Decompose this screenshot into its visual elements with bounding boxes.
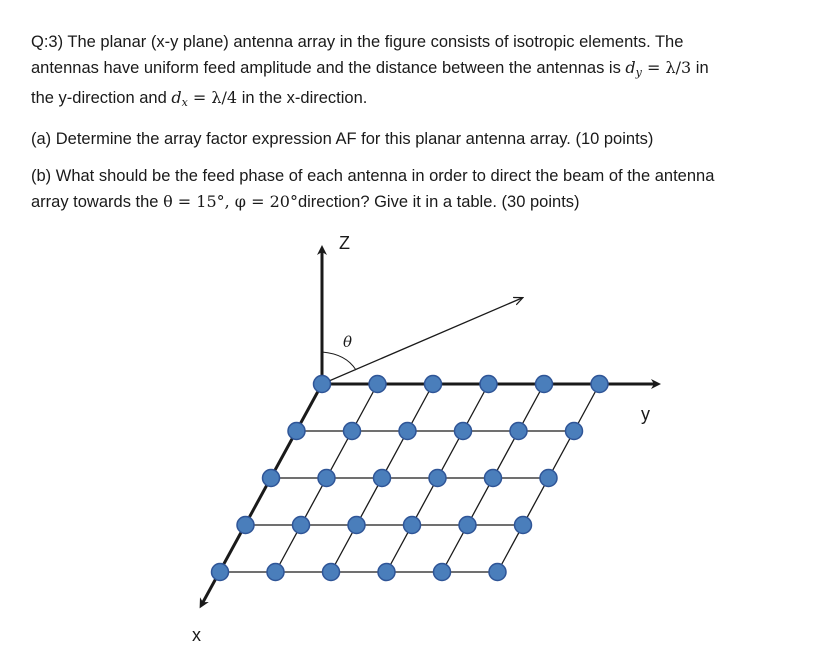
dx-symbol: $d_x$: [171, 88, 188, 109]
antenna-element: [399, 423, 416, 440]
part-b-line-1: (b) What should be the feed phase of each antenna in order to direct the beam of the antenna: [31, 167, 715, 185]
dy-value: = λ/3: [641, 58, 692, 77]
intro-line-3-pre: the y-direction and: [31, 89, 172, 107]
intro-line-2-post: in: [691, 59, 709, 77]
part-b-post: direction? Give it in a table. (30 points): [297, 193, 580, 211]
antenna-element: [455, 423, 472, 440]
part-b-pre: array towards the: [31, 193, 164, 211]
antenna-element: [369, 376, 386, 393]
dy-symbol: $d_y$: [625, 58, 642, 79]
antenna-element: [267, 564, 284, 581]
antenna-element: [515, 517, 532, 534]
part-a: (a) Determine the array factor expression AF for this planar antenna array. (10 points): [31, 130, 654, 148]
antenna-element: [323, 564, 340, 581]
y-axis-label: y: [641, 404, 650, 424]
antenna-element: [485, 470, 502, 487]
x-axis-label: x: [192, 625, 201, 645]
antenna-element: [293, 517, 310, 534]
antenna-element: [459, 517, 476, 534]
intro-line-1: Q:3) The planar (x-y plane) antenna array in the figure consists of isotropic elements. The: [31, 33, 684, 51]
dx-value: = λ/4: [187, 88, 238, 107]
antenna-element: [434, 564, 451, 581]
antenna-element: [566, 423, 583, 440]
antenna-element: [348, 517, 365, 534]
antenna-element: [288, 423, 305, 440]
intro-line-3-post: in the x-direction.: [237, 89, 368, 107]
antenna-element: [425, 376, 442, 393]
antenna-element: [237, 517, 254, 534]
z-axis-label: Z: [339, 233, 350, 253]
antenna-element: [374, 470, 391, 487]
antenna-element: [263, 470, 280, 487]
antenna-element: [429, 470, 446, 487]
antenna-element: [212, 564, 229, 581]
antenna-element: [314, 376, 331, 393]
antenna-element: [404, 517, 421, 534]
antenna-element: [536, 376, 553, 393]
theta-arc: [322, 352, 356, 370]
antenna-element: [489, 564, 506, 581]
antenna-element: [510, 423, 527, 440]
antenna-element: [318, 470, 335, 487]
antenna-element: [344, 423, 361, 440]
antenna-element: [480, 376, 497, 393]
antenna-element: [591, 376, 608, 393]
antenna-element: [378, 564, 395, 581]
beam-direction: θ = 15°, φ = 20°: [163, 192, 298, 211]
theta-label: θ: [343, 333, 353, 351]
intro-line-2-pre: antennas have uniform feed amplitude and the distance between the antennas is: [31, 59, 626, 77]
antenna-element: [540, 470, 557, 487]
